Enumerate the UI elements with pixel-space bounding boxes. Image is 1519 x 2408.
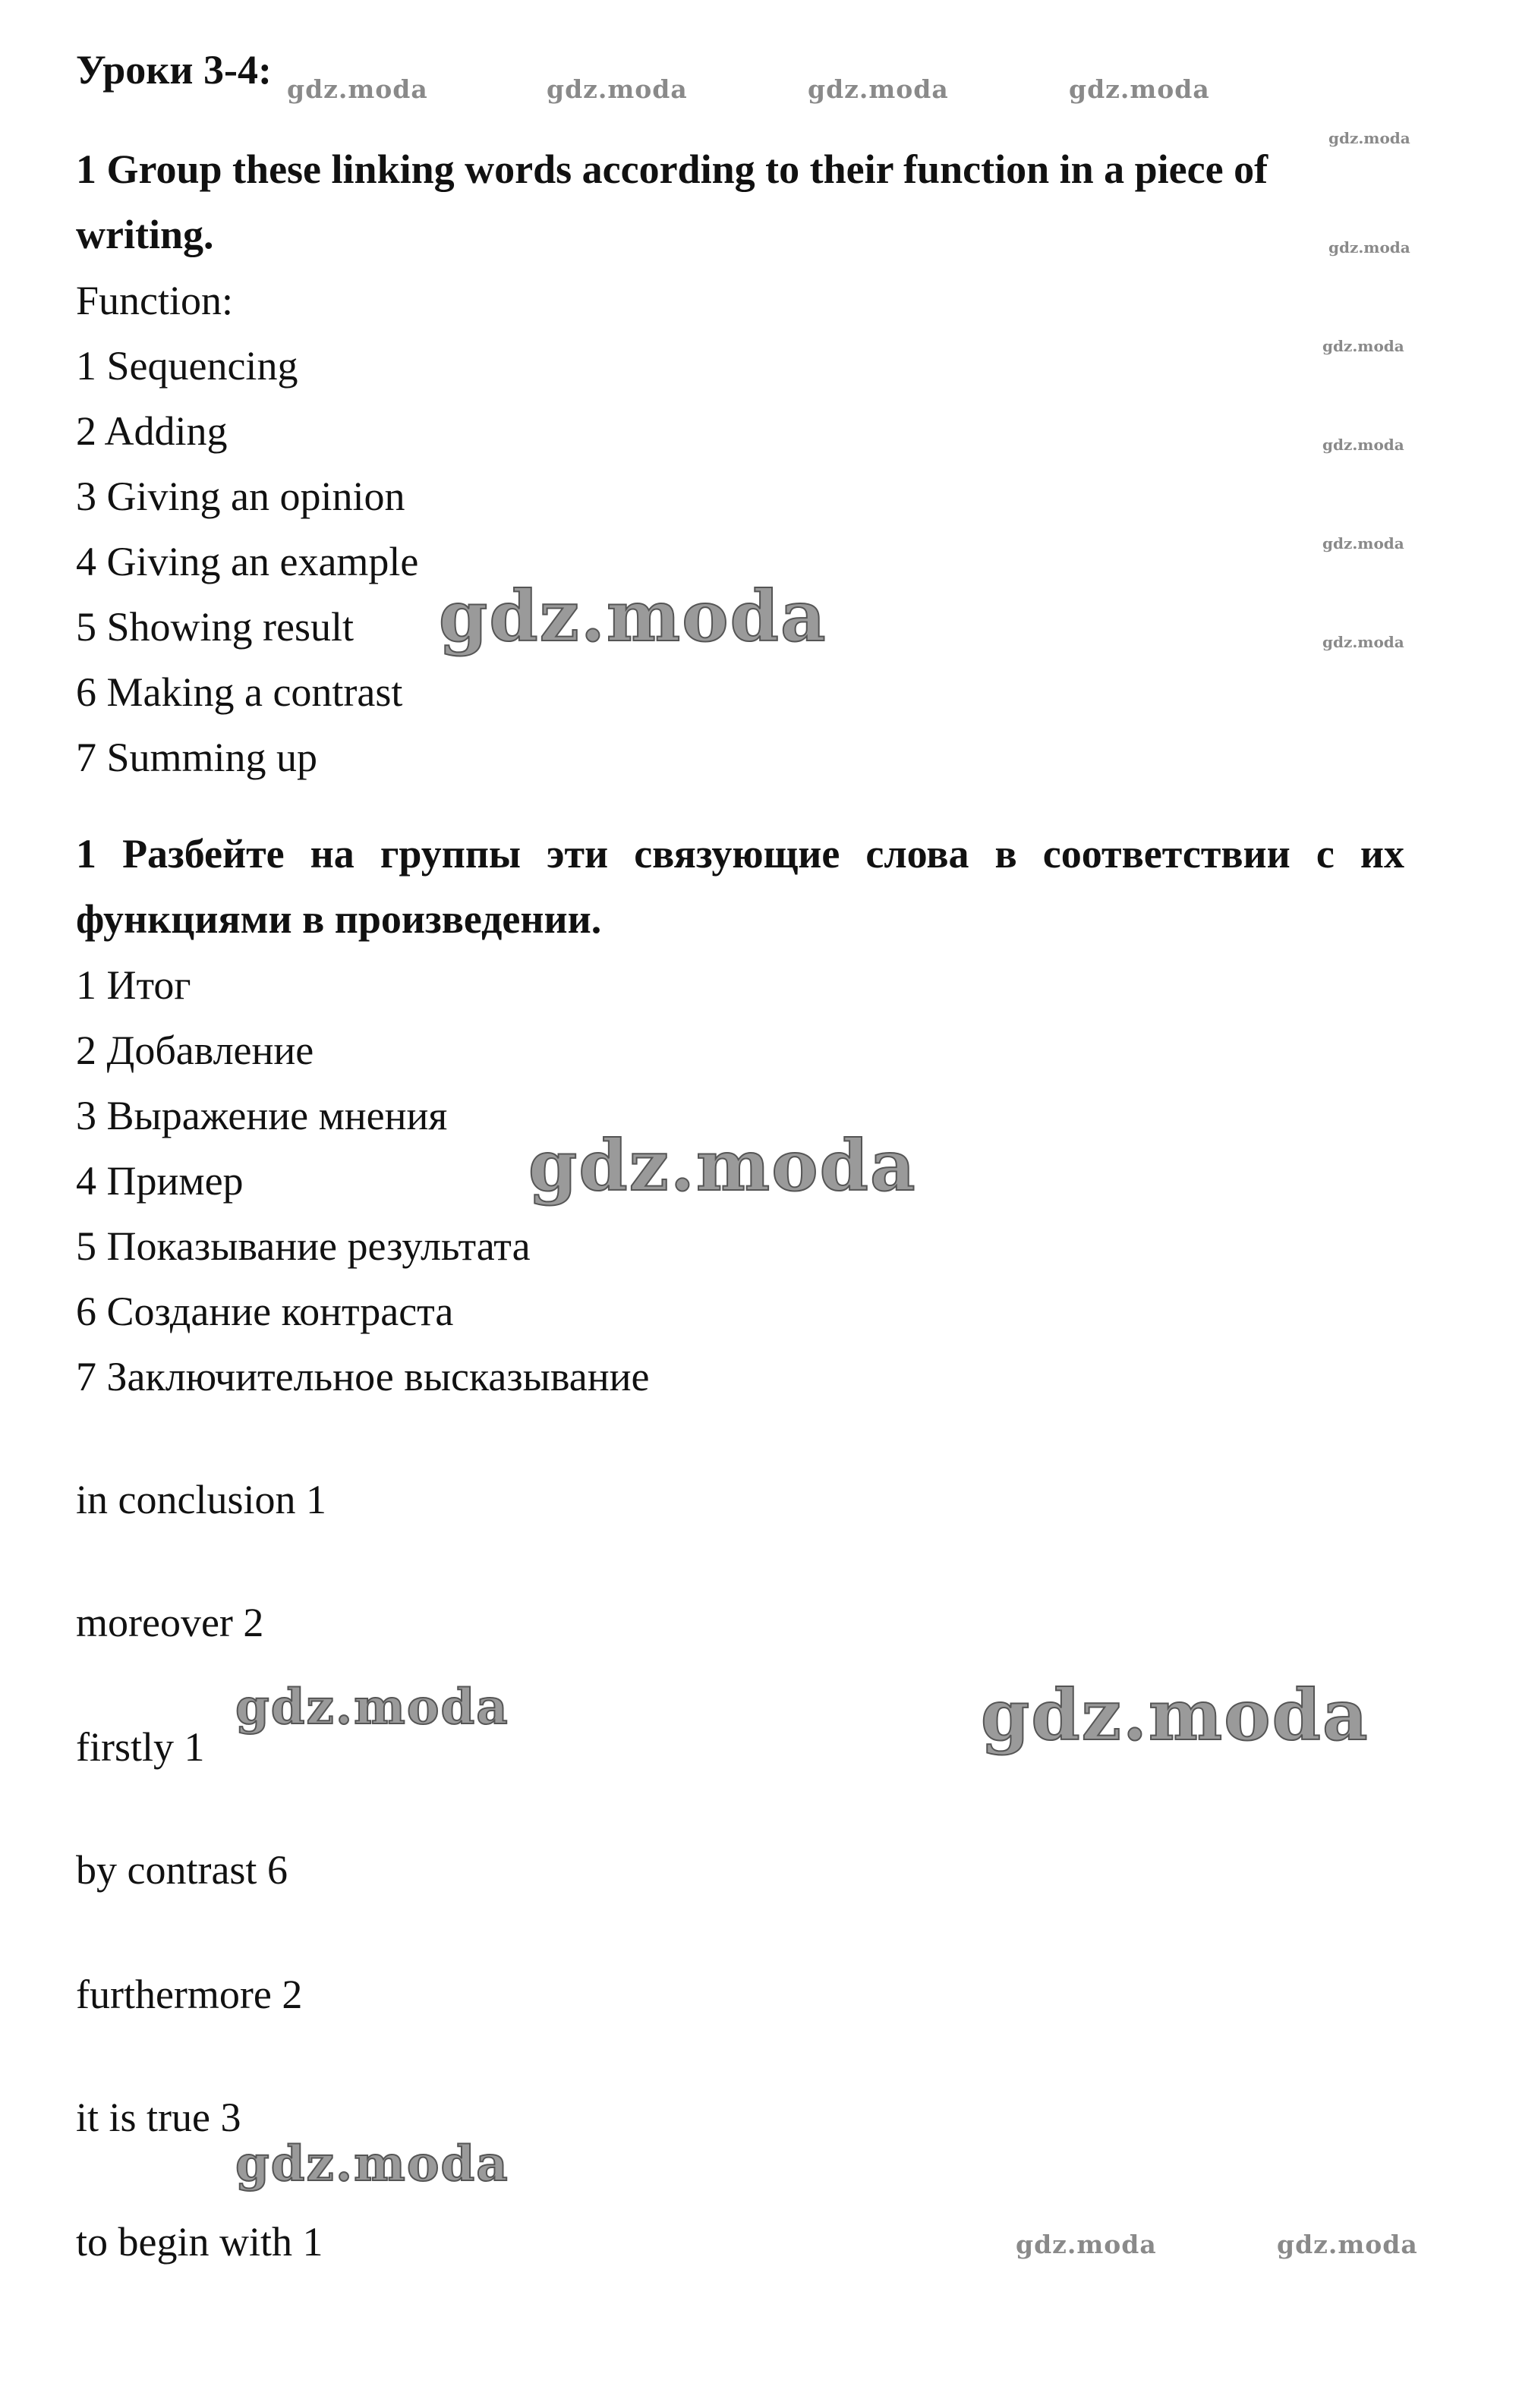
task-heading-ru: 1 Разбейте на группы эти связующие слова в соответствии с их функциями в произведении. — [76, 831, 1404, 942]
watermark: gdz.moda — [1322, 633, 1404, 651]
function-item-ru: 1 Итог — [76, 962, 191, 1008]
function-item-en: 7 Summing up — [76, 735, 318, 780]
function-item-ru: 7 Заключительное высказывание — [76, 1354, 650, 1399]
function-item-ru: 3 Выражение мнения — [76, 1093, 448, 1138]
watermark: gdz.moda — [547, 74, 688, 104]
function-item-ru: 2 Добавление — [76, 1028, 314, 1073]
watermark: gdz.moda — [1069, 74, 1210, 104]
answer-item: by contrast 6 — [76, 1847, 288, 1893]
watermark: gdz.moda — [439, 575, 827, 657]
function-item-ru: 5 Показывание результата — [76, 1223, 531, 1269]
answer-item: in conclusion 1 — [76, 1477, 326, 1522]
watermark: gdz.moda — [1322, 337, 1404, 355]
function-item-ru: 6 Создание контраста — [76, 1289, 454, 1334]
answer-item: to begin with 1 — [76, 2219, 323, 2265]
watermark: gdz.moda — [1277, 2230, 1418, 2259]
watermark: gdz.moda — [1016, 2230, 1157, 2259]
watermark: gdz.moda — [235, 2136, 509, 2192]
watermark: gdz.moda — [1322, 436, 1404, 454]
answer-item: it is true 3 — [76, 2095, 241, 2140]
function-item-en: 4 Giving an example — [76, 539, 419, 584]
answer-item: furthermore 2 — [76, 1972, 303, 2017]
watermark: gdz.moda — [1328, 129, 1410, 147]
function-item-en: 1 Sequencing — [76, 343, 298, 389]
watermark: gdz.moda — [808, 74, 949, 104]
watermark: gdz.moda — [1328, 238, 1410, 257]
function-item-en: 5 Showing result — [76, 604, 355, 650]
lesson-title: Уроки 3-4: — [76, 47, 272, 93]
task-heading-en: 1 Group these linking words according to their function in a piece of writing. — [76, 146, 1268, 257]
watermark: gdz.moda — [981, 1674, 1369, 1756]
function-label: Function: — [76, 278, 234, 323]
answer-item: moreover 2 — [76, 1600, 264, 1645]
watermark: gdz.moda — [287, 74, 428, 104]
function-item-en: 2 Adding — [76, 408, 228, 454]
watermark: gdz.moda — [235, 1679, 509, 1736]
function-item-ru: 4 Пример — [76, 1158, 244, 1204]
function-item-en: 3 Giving an opinion — [76, 474, 405, 519]
function-item-en: 6 Making a contrast — [76, 669, 403, 715]
answer-item: firstly 1 — [76, 1724, 205, 1770]
watermark: gdz.moda — [1322, 534, 1404, 552]
watermark: gdz.moda — [528, 1125, 917, 1207]
